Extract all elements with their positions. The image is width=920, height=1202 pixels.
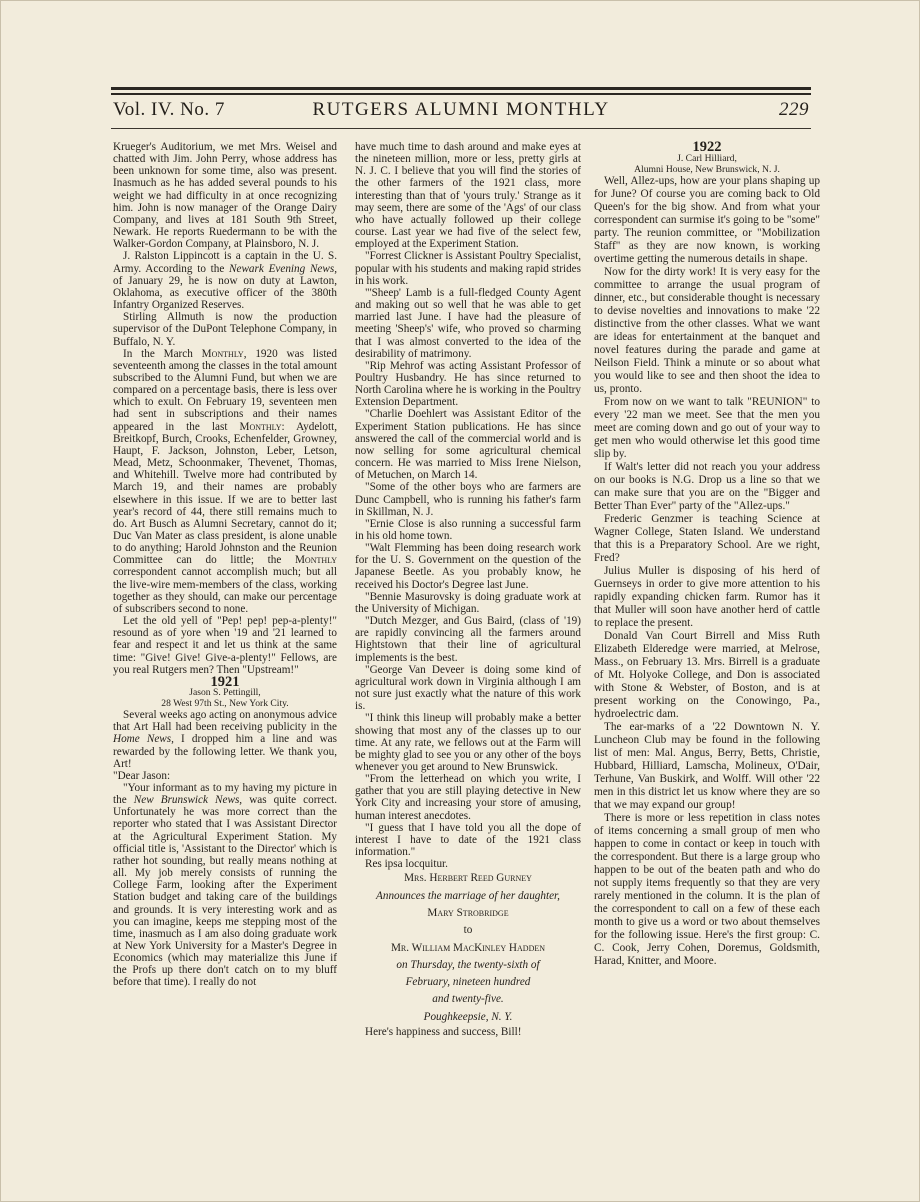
paragraph: Frederic Genzmer is teaching Science at Wagner College, Staten Island. We understand that this is a Preparatory School. Are we right, Fred? [594,513,820,564]
announcement-line: and twenty-five. [432,993,504,1006]
paragraph: Krueger's Auditorium, we met Mrs. Weisel and chatted with Jim. John Perry, whose address has been unknown for some time, also was present. Inasmuch as he has added several pounds to his weight we had difficulty in at once recognizing him. John is now manager of the Orange Dairy Company, and lives at 181 South 9th Street, Newark. He reports Ruedermann to be with the Walker-Gordon Company, at Plainsboro, N. J. [113,141,337,251]
announcement-line: Poughkeepsie, N. Y. [423,1010,513,1023]
paragraph: Stirling Allmuth is now the production supervisor of the DuPont Telephone Company, in Buffalo, N. Y. [113,311,337,348]
paragraph: "Dutch Mezger, and Gus Baird, (class of '19) are rapidly convincing all the farmers around Hightstown that their line of agricultural implements is the best. [355,615,581,664]
announcement-line: Mr. William MacKinley Hadden [390,941,546,954]
announcement-line: Mary Strobridge [427,906,509,919]
announcement-line: Announces the marriage of her daughter, [376,889,560,902]
correspondent-1921: Jason S. Pettingill, 28 West 97th St., New York City. [161,687,289,709]
page-number: 229 [779,99,809,120]
paragraph: have much time to dash around and make eyes at the nineteen million, more or less, pretty girls at N. J. C. I believe that you will find the stories of the other farmers of the 1921 class, more interesting than that of 'yours truly.' Strange as it may seem, there are some of the 'Ags' of our class who have actually followed up their college course. Last year we had five of the select few, employed at the Experiment Station. [355,141,581,251]
paragraph: "From the letterhead on which you write, I gather that you are still playing detective in New York City and increasing your store of amusing, human interest anecdotes. [355,773,581,822]
paragraph: The ear-marks of a '22 Downtown N. Y. Luncheon Club may be found in the following list of men: Mal. Angus, Berry, Betts, Christie, Hubbard, Hilliard, Lamscha, Molineux, O'Dair, Terhune, Van Buskirk, and Wolff. Will other '22 men in this district let us know where they are so that we may expand our group! [594,721,820,811]
publication-title: RUTGERS ALUMNI MONTHLY [312,99,610,120]
paragraph: J. Ralston Lippincott is a captain in the U. S. Army. According to the Newark Evening News, of January 29, he is now on duty at Lawton, Oklahoma, as executive officer of the 380th Infantry Organized Reserves. [113,250,337,312]
wedding-announcement [355,870,581,1026]
paragraph: "Rip Mehrof was acting Assistant Professor of Poultry Husbandry. He has since returned to North Carolina where he is working in the Poultry Extension Department. [355,359,581,409]
paragraph: "Ernie Close is also running a successful farm in his old home town. [355,517,581,542]
paragraph: "Your informant as to my having my picture in the New Brunswick News, was quite correct. Unfortunately he was more correct than the reporter who stated that I was Assistant Director at the Agricultural Experiment Station. My official title is, 'Assistant to the Director' which is rather hot sounding, but really means nothing at all. My job merely consists of running the College Farm, looking after the Experiment Station budget and taking care of the buildings and grounds. It is very interesting work and as you can imagine, keeps me stepping most of the time, inasmuch as I am also doing graduate work at New York University for a Master's Degree in Economics (which may materialize this June if the Profs up there don't catch on to my bluff before that time). I really do not [113,781,337,989]
announcement-line: Mrs. Herbert Reed Gurney [404,872,532,885]
paragraph: "Charlie Doehlert was Assistant Editor of the Experiment Station publications. He has since answered the call of the commercial world and is now selling for some agricultural chemical concern. He was married to Miss Irene Nielson, of Metuchen, on March 14. [355,408,581,482]
paragraph: If Walt's letter did not reach you your address on our books is N.G. Drop us a line so that we can make sure that you are on the "Bigger and Better Than Ever" party of the "Allez-ups." [594,461,820,512]
top-rule [111,87,811,90]
paragraph: "Bennie Masurovsky is doing graduate work at the University of Michigan. [355,590,581,615]
paragraph: Well, Allez-ups, how are your plans shaping up for June? Of course you are coming back to Old Queen's for the big show. And from what your correspondent can surmise it's going to be "some" party. The reunion committee, or "Mobilization Staff" as they are now known, is working overtime getting the numerous details in shape. [594,175,820,265]
announcement-line: on Thursday, the twenty-sixth of [396,958,540,971]
paragraph: Let the old yell of "Pep! pep! pep-a-plenty!" resound as of yore when '19 and '21 learned to fear and respect it and let us think at the same time: "Give! Give! Give-a-plenty!" Fellows, are you real Rutgers men? Then "Upstream!" [113,615,337,676]
header-rule [111,128,811,129]
class-heading-1921: 1921 [210,673,240,690]
paragraph: Several weeks ago acting on anonymous advice that Art Hall had been receiving publicity in the Home News, I dropped him a line and was rewarded by the following letter. We thank you, Art! [113,709,337,770]
paragraph: Julius Muller is disposing of his herd of Guernseys in order to give more attention to his rapidly expanding chicken farm. Rumor has it that Muller will soon have another herd of cattle to replace the present. [594,565,820,629]
column-middle [355,141,581,1038]
class-heading-1922: 1922 [692,139,722,155]
paragraph: From now on we want to talk "REUNION" to every '22 man we meet. See that the men you meet are coming down and go out of your way to get men who would otherwise let this good time slip by. [594,396,820,460]
announcement-line: to [463,924,473,937]
paragraph: Now for the dirty work! It is very easy for the committee to arrange the usual program of dinner, etc., but considerable thought is necessary to devise novelties and innovations to make '22 distinctive from the other classes. What we want are ideas for entertainment at the banquet and novel features during the parade and game at Neilson Field. Think a minute or so about what you would like to see and then shoot the idea to us, pronto. [594,266,820,395]
volume-number: Vol. IV. No. 7 [113,99,225,120]
paragraph: Here's happiness and success, Bill! [365,1026,522,1039]
paragraph: Donald Van Court Birrell and Miss Ruth Elizabeth Elderedge were married, at Melrose, Mass., on February 13. Mrs. Birrell is a graduate of Mt. Holyoke College, and Don is associated with Stone & Webster, of Boston, and is at present working on the Conowingo, Pa., hydroelectric dam. [594,630,820,720]
column-right [594,141,820,968]
paragraph: "George Van Deveer is doing some kind of agricultural work down in Virginia although I am not sure just exactly what the nature of this work is. [355,663,581,713]
paragraph: There is more or less repetition in class notes of items concerning a small group of men who happen to come in contact or keep in touch with the correspondent. But there is a large group who happen to be out of the beaten path and who do not supply items frequently so that they are very rarely mentioned in the column. It is the plan of the correspondent to call on a few of these each month to give us a word or two about themselves for the following issue. Here's the first group: C. C. Cook, Jerry Cohen, Doremus, Goldsmith, Harad, Knitter, and Moore. [594,812,820,967]
column-left [113,141,337,989]
paragraph: "Some of the other boys who are farmers are Dunc Campbell, who is running his father's farm in Skillman, N. J. [355,481,581,518]
paragraph: "'Sheep' Lamb is a full-fledged County Agent and making out so well that he was able to get married last June. I have had the pleasure of meeting 'Sheep's' wife, who proved so charming that I was almost converted to the idea of the desirability of matrimony. [355,286,581,360]
paragraph: "Walt Flemming has been doing research work for the U. S. Government on the question of the Japanese Beetle. As you probably know, he received his Doctor's Degree last June. [355,542,581,591]
paragraph: "Forrest Clickner is Assistant Poultry Specialist, popular with his students and making rapid strides in his work. [355,250,581,287]
announcement-line: February, nineteen hundred [405,976,531,989]
paragraph: "Dear Jason: [113,769,171,782]
correspondent-1922: J. Carl Hilliard, Alumni House, New Brunswick, N. J. [634,153,780,175]
paragraph: In the March Monthly, 1920 was listed seventeenth among the classes in the total amount subscribed to the Alumni Fund, but when we are compared on a percentage basis, there is less over which to exult. On February 19, seventeen men had sent in subscriptions and their names appeared in the last Monthly: Aydelott, Breitkopf, Burch, Crooks, Echenfelder, Growney, Haupt, F. Jackson, Johnston, Leber, Letson, Mead, Metz, Schoonmaker, Thevenet, Thomas, and Whitehill. Twelve more had contributed by March 19, and their names are probably elsewhere in this issue. If we are to better last year's record of 44, there still remains much to do. Art Busch as Alumni Secretary, cannot do it; Duc Van Mater as class president, is alone unable to do anything; Harold Johnston and the Reunion Committee can do little; the Monthly correspondent cannot accomplish much; but all the live-wire mem-members of the class, working together as they should, can make our percentage of subscribers second to none. [113,347,337,615]
running-header [113,99,809,125]
top-rule-thin [111,93,811,95]
paragraph: "I think this lineup will probably make a better showing that most any of the classes up to our time. At any rate, we fellows out at the Farm will be mighty glad to see you or any other of the boys whenever you get around to New Brunswick. [355,712,581,773]
paragraph: "I guess that I have told you all the dope of interest I have to date of the 1921 class information." [355,821,581,859]
paragraph: Res ipsa locquitur. [365,858,448,871]
